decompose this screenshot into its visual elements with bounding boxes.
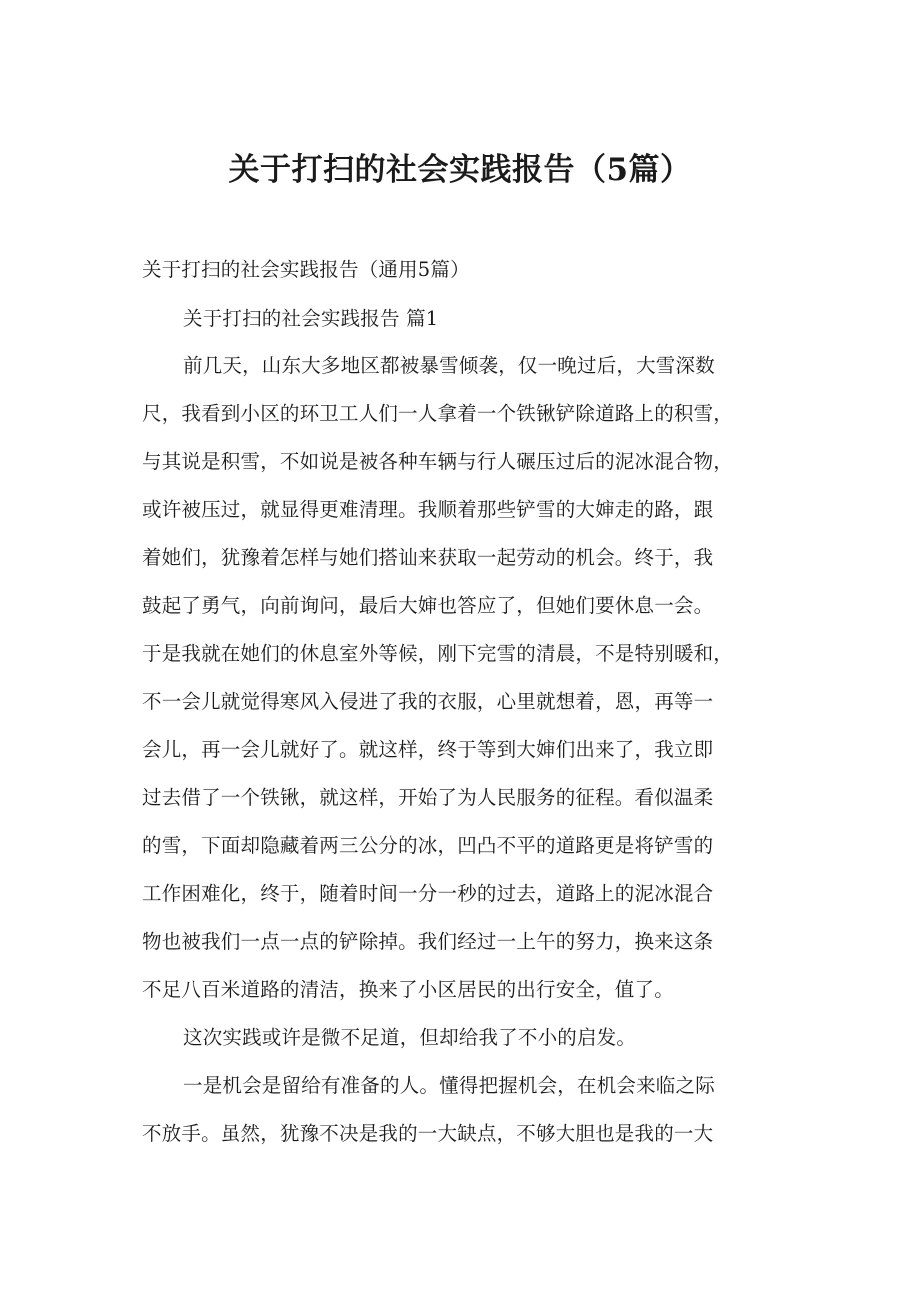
paragraph-line: 尺，我看到小区的环卫工人们一人拿着一个铁锹铲除道路上的积雪， [142, 402, 734, 425]
paragraph-line: 物也被我们一点一点的铲除掉。我们经过一上午的努力，换来这条 [142, 930, 714, 953]
paragraph-line: 的雪，下面却隐藏着两三公分的冰，凹凸不平的道路更是将铲雪的 [142, 834, 714, 857]
paragraph-line: 不足八百米道路的清洁，换来了小区居民的出行安全，值了。 [142, 978, 674, 1001]
paragraph-line: 与其说是积雪，不如说是被各种车辆与行人碾压过后的泥冰混合物， [142, 450, 734, 473]
paragraph-line: 一是机会是留给有准备的人。懂得把握机会，在机会来临之际 [183, 1074, 715, 1097]
paragraph-line: 会儿，再一会儿就好了。就这样，终于等到大婶们出来了，我立即 [142, 738, 714, 761]
paragraph-line: 过去借了一个铁锹，就这样，开始了为人民服务的征程。看似温柔 [142, 786, 714, 809]
section-heading: 关于打扫的社会实践报告 篇1 [183, 307, 439, 330]
paragraph-line: 鼓起了勇气，向前询问，最后大婶也答应了，但她们要休息一会。 [142, 594, 714, 617]
paragraph-line: 不一会儿就觉得寒风入侵进了我的衣服，心里就想着，恩，再等一 [142, 690, 714, 713]
paragraph-line: 工作困难化，终于，随着时间一分一秒的过去，道路上的泥冰混合 [142, 882, 714, 905]
paragraph-line: 着她们，犹豫着怎样与她们搭讪来获取一起劳动的机会。终于，我 [142, 546, 714, 569]
paragraph-line: 于是我就在她们的休息室外等候，刚下完雪的清晨，不是特别暖和， [142, 642, 734, 665]
paragraph-line: 前几天，山东大多地区都被暴雪倾袭，仅一晚过后，大雪深数 [183, 354, 715, 377]
paragraph-line: 这次实践或许是微不足道，但却给我了不小的启发。 [183, 1026, 637, 1049]
subtitle-line: 关于打扫的社会实践报告（通用5篇） [142, 258, 470, 281]
paragraph-line: 不放手。虽然，犹豫不决是我的一大缺点，不够大胆也是我的一大 [142, 1122, 714, 1145]
document-title: 关于打扫的社会实践报告（5篇） [228, 152, 692, 188]
paragraph-line: 或许被压过，就显得更难清理。我顺着那些铲雪的大婶走的路，跟 [142, 498, 714, 521]
